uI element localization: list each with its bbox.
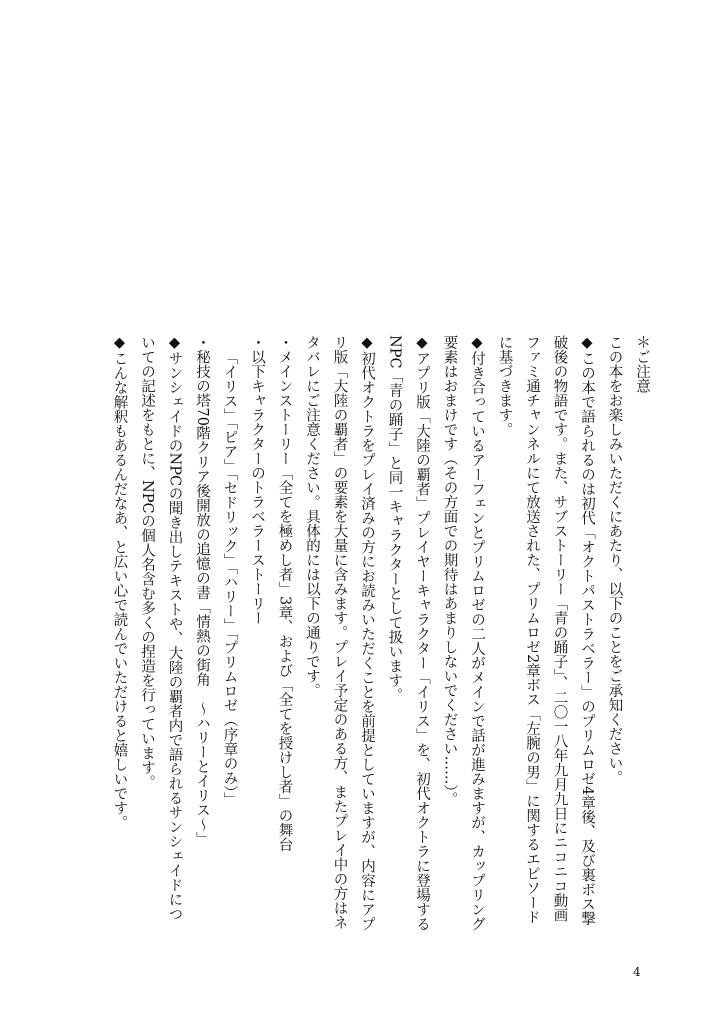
intro-line: この本をお楽しみいただくにあたり、以下のことをご承知ください。 [606, 335, 623, 785]
bullet-main-story: ・メインストーリー「全てを極めし者」3章、および「全てを授けし者」の舞台 [276, 335, 293, 852]
bullet-memory-book: ・秘技の塔70階クリア後開放の追憶の書「情熱の街角 ～ハリーとイリス～」 [194, 335, 210, 847]
paragraph-5: ◆サンシェイドのNPCの聞き出しテキストや、大陸の覇者内で語られるサンシェイドについての記述をもとに、NPCの個人名含む多くの捏造を行っています。 [139, 335, 183, 922]
paragraph-6: ◆こんな解釈もあるんだなあ、と広い心で読んでいただけると嬉しいです。 [111, 335, 128, 830]
paragraph-1: ◆この本で語られるのは初代「オクトパストラベラー」のプリムロゼ4章後、及び裏ボス撃破後の物語です。また、サブストーリー「青の踊子」、二〇一八年九月九日にニコニコ動画ファミ通チャンネルにて放送された、プリムロゼ2章ボス「左腕の男」に関するエピソードに基づきます。 [496, 335, 595, 926]
paragraph-2: ◆付き合っているアーフェンとプリムロゼの二人がメインで話が進みますが、カップリング要素はおまけです（その方面での期待はあまりしないでください……）。 [441, 335, 485, 931]
note-heading: ＊ご注意 [634, 335, 650, 393]
paragraph-4: ◆初代オクトラをプレイ済みの方にお読みいただくことを前提としていますが、内容にアプリ版「大陸の覇者」の要素を大量に含みます。プレイ予定のある方、またプレイ中の方はネタバレにご注意ください。具体的には以下の通りです。 [304, 335, 375, 931]
bullet-traveler-story: ・以下キャラクターのトラベラーストーリー [249, 335, 265, 625]
vertical-body-text [90, 335, 655, 935]
paragraph-3: ◆アプリ版「大陸の覇者」プレイヤーキャラクター「イリス」を、初代オクトラに登場するNPC「青の踊子」と同一キャラクターとして扱います。 [386, 335, 430, 931]
page-number: 4 [633, 965, 641, 979]
bullet-character-list: 「イリス」「ピア」「セドリック」「ハリー」「プリムロゼ（序章のみ）」 [221, 349, 238, 807]
